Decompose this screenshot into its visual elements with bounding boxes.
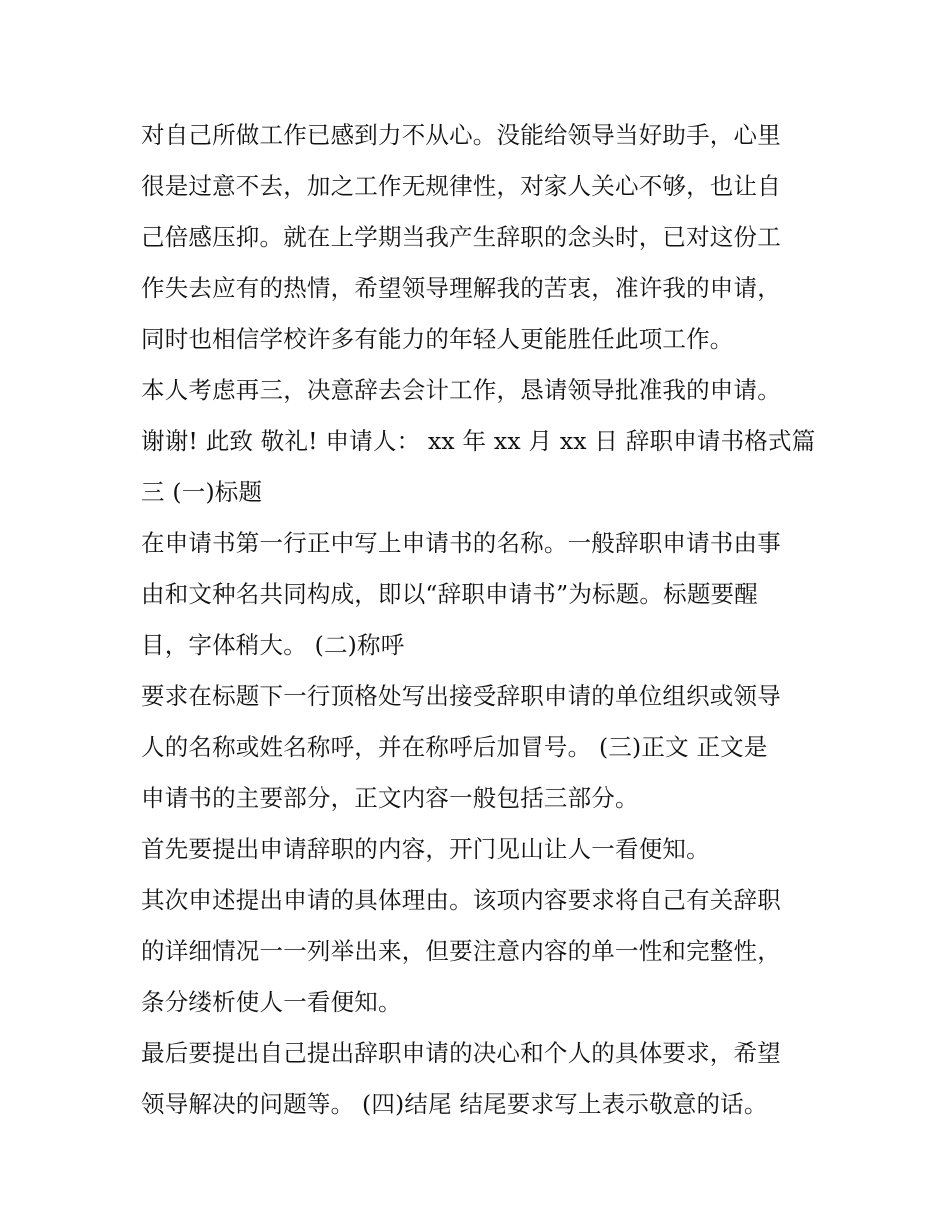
body-text <box>141 110 821 1130</box>
text-line: 同时也相信学校许多有能力的年轻人更能胜任此项工作。 <box>141 325 734 353</box>
text-line: 目，字体稍大。 (二)称呼 <box>141 631 405 659</box>
text-line: 本人考虑再三，决意辞去会计工作，恳请领导批准我的申请。 <box>141 376 781 404</box>
text-line: 谢谢! 此致 敬礼! 申请人： xx 年 xx 月 xx 日 辞职申请书格式篇 <box>141 427 816 455</box>
text-line: 由和文种名共同构成，即以“辞职申请书”为标题。标题要醒 <box>141 580 758 608</box>
text-line: 要求在标题下一行顶格处写出接受辞职申请的单位组织或领导 <box>141 682 781 710</box>
text-line: 作失去应有的热情，希望领导理解我的苦衷，准许我的申请， <box>141 274 781 302</box>
text-line: 申请书的主要部分，正文内容一般包括三部分。 <box>141 784 639 812</box>
text-line: 在申请书第一行正中写上申请书的名称。一般辞职申请书由事 <box>141 529 781 557</box>
text-line: 首先要提出申请辞职的内容，开门见山让人一看便知。 <box>141 835 710 863</box>
text-line: 领导解决的问题等。 (四)结尾 结尾要求写上表示敬意的话。 <box>141 1090 768 1118</box>
text-line: 对自己所做工作已感到力不从心。没能给领导当好助手，心里 <box>141 121 781 149</box>
text-line: 其次申述提出申请的具体理由。该项内容要求将自己有关辞职 <box>141 886 781 914</box>
text-line: 最后要提出自己提出辞职申请的决心和个人的具体要求，希望 <box>141 1039 781 1067</box>
text-line: 的详细情况一一列举出来，但要注意内容的单一性和完整性， <box>141 937 781 965</box>
text-line: 己倍感压抑。就在上学期当我产生辞职的念头时，已对这份工 <box>141 223 781 251</box>
text-line: 人的名称或姓名称呼，并在称呼后加冒号。 (三)正文 正文是 <box>141 733 768 761</box>
text-line: 条分缕析使人一看便知。 <box>141 988 402 1016</box>
text-line: 很是过意不去，加之工作无规律性，对家人关心不够，也让自 <box>141 172 781 200</box>
text-line: 三 (一)标题 <box>141 478 263 506</box>
